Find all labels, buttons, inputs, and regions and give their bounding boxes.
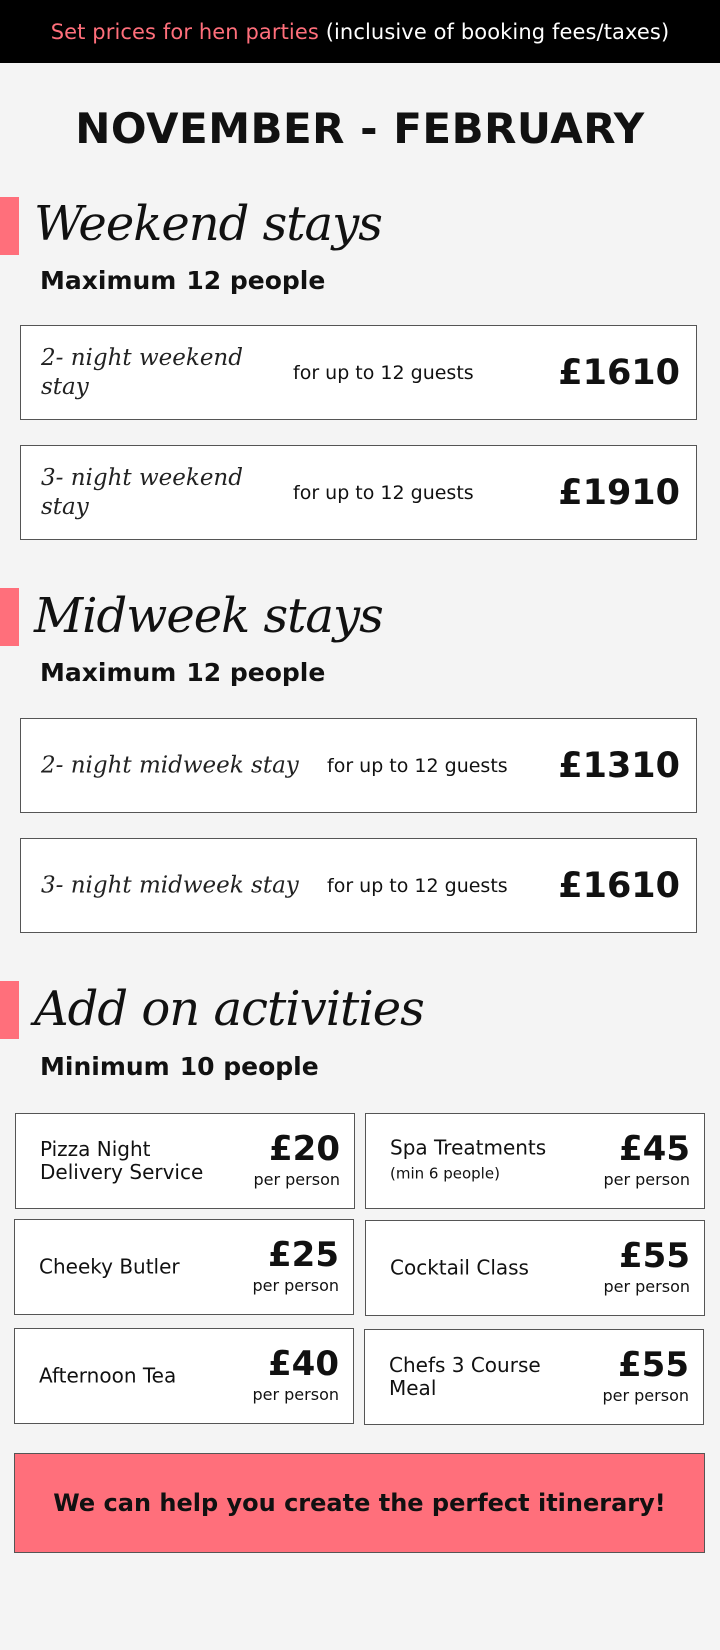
activity-name: Afternoon Tea — [39, 1363, 177, 1388]
activity-unit: per person — [602, 1386, 689, 1405]
activity-note: (min 6 people) — [390, 1164, 500, 1183]
section-accent-bar — [0, 981, 19, 1039]
banner-note: (inclusive of booking fees/taxes) — [325, 19, 670, 44]
activity-unit: per person — [603, 1170, 690, 1189]
activity-amount: £20 — [269, 1129, 340, 1169]
capacity-label: Maximum — [40, 266, 177, 295]
activity-unit: per person — [603, 1277, 690, 1296]
section-accent-bar — [0, 588, 19, 646]
capacity-label: Maximum — [40, 658, 177, 687]
stay-name: 3- night weekend stay — [41, 464, 243, 520]
activity-amount: £40 — [268, 1344, 339, 1384]
activity-amount: £55 — [618, 1345, 689, 1385]
activity-price — [253, 1130, 340, 1189]
capacity-label: Minimum — [40, 1052, 170, 1081]
section-accent-bar — [0, 197, 19, 255]
activity-card — [14, 1219, 354, 1315]
activity-price — [252, 1345, 339, 1404]
season-heading: NOVEMBER - FEBRUARY — [75, 104, 645, 153]
activity-name: Pizza Night Delivery Service — [40, 1137, 204, 1184]
activity-unit: per person — [253, 1170, 340, 1189]
stay-price: £1610 — [558, 352, 680, 393]
activity-price — [603, 1130, 690, 1189]
activity-card — [365, 1113, 705, 1209]
addons-capacity — [40, 1052, 319, 1081]
top-banner — [0, 0, 720, 63]
weekend-capacity — [40, 266, 325, 295]
activity-amount: £55 — [619, 1236, 690, 1276]
activity-amount: £45 — [619, 1129, 690, 1169]
stay-price: £1910 — [558, 472, 680, 513]
activity-card — [15, 1113, 355, 1209]
activity-unit: per person — [252, 1385, 339, 1404]
capacity-value: 12 people — [186, 266, 326, 295]
capacity-value: 12 people — [186, 658, 326, 687]
capacity-value: 10 people — [179, 1052, 319, 1081]
price-card — [20, 838, 697, 933]
activity-price — [603, 1237, 690, 1296]
activity-name: Chefs 3 Course Meal — [389, 1353, 541, 1400]
activity-title: Spa Treatments — [390, 1135, 547, 1160]
activity-price — [602, 1346, 689, 1405]
price-card — [20, 325, 697, 420]
stay-guests: for up to 12 guests — [293, 481, 474, 504]
activity-unit: per person — [252, 1276, 339, 1295]
price-card — [20, 445, 697, 540]
activity-card — [365, 1220, 705, 1316]
addons-title: Add on activities — [34, 981, 424, 1037]
stay-price: £1610 — [558, 865, 680, 906]
stay-name: 2- night midweek stay — [41, 752, 299, 778]
stay-name: 3- night midweek stay — [41, 872, 299, 898]
price-card — [20, 718, 697, 813]
stay-name: 2- night weekend stay — [41, 344, 243, 400]
itinerary-cta-button[interactable]: We can help you create the perfect itinerary! — [14, 1453, 705, 1553]
midweek-title: Midweek stays — [34, 588, 383, 644]
activity-price — [252, 1236, 339, 1295]
stay-guests: for up to 12 guests — [327, 754, 508, 777]
midweek-capacity — [40, 658, 325, 687]
stay-guests: for up to 12 guests — [327, 874, 508, 897]
activity-card — [14, 1328, 354, 1424]
banner-highlight: Set prices for hen parties — [50, 19, 319, 44]
activity-amount: £25 — [268, 1235, 339, 1275]
activity-name: Cocktail Class — [390, 1255, 529, 1280]
activity-card — [364, 1329, 704, 1425]
stay-price: £1310 — [558, 745, 680, 786]
activity-name: Cheeky Butler — [39, 1254, 180, 1279]
activity-name — [390, 1137, 560, 1186]
stay-guests: for up to 12 guests — [293, 361, 474, 384]
weekend-title: Weekend stays — [34, 196, 382, 252]
